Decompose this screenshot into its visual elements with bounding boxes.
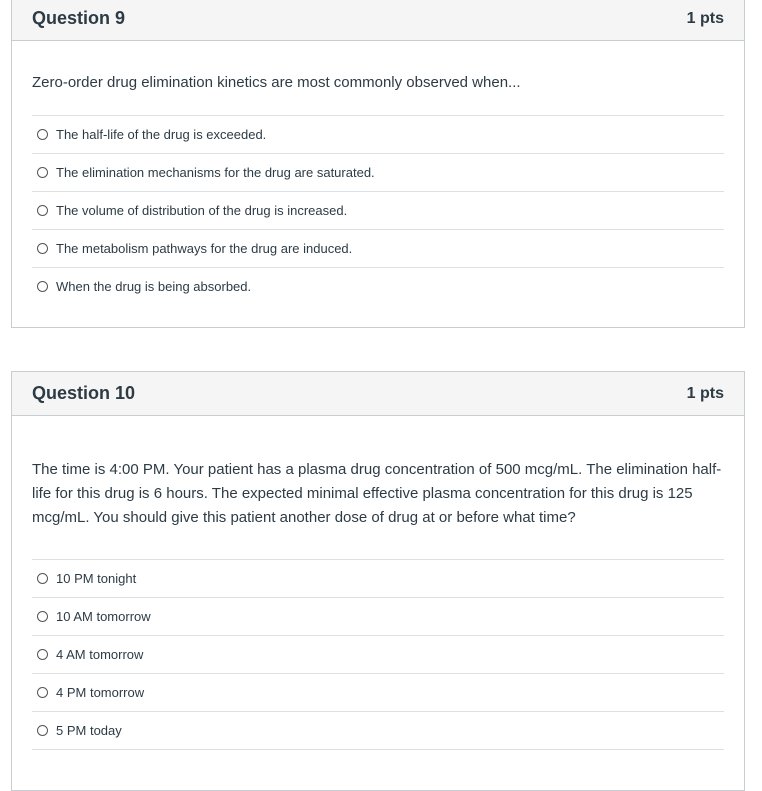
answer-label: The elimination mechanisms for the drug are saturated. xyxy=(56,165,375,180)
answer-label: 10 AM tomorrow xyxy=(56,609,151,624)
radio-button[interactable] xyxy=(37,129,48,140)
answer-list xyxy=(32,559,724,750)
answer-label: 10 PM tonight xyxy=(56,571,137,586)
radio-button[interactable] xyxy=(37,611,48,622)
question-title: Question 10 xyxy=(32,383,136,403)
question-title: Question 9 xyxy=(32,8,126,28)
radio-button[interactable] xyxy=(37,573,48,584)
answer-option[interactable] xyxy=(32,598,724,636)
answer-label: 5 PM today xyxy=(56,723,122,738)
question-card-9 xyxy=(11,0,745,328)
answer-label: When the drug is being absorbed. xyxy=(56,279,252,294)
answer-label: 4 AM tomorrow xyxy=(56,647,144,662)
answer-option[interactable] xyxy=(32,192,724,230)
answer-list xyxy=(32,115,724,305)
answer-option[interactable] xyxy=(32,154,724,192)
answer-option[interactable] xyxy=(32,116,724,154)
question-points: 1 pts xyxy=(686,384,724,402)
question-header xyxy=(12,372,744,416)
radio-button[interactable] xyxy=(37,205,48,216)
answer-label: The volume of distribution of the drug is increased. xyxy=(56,203,348,218)
question-body xyxy=(12,41,744,305)
flag-icon[interactable] xyxy=(0,12,4,20)
answer-label: The half-life of the drug is exceeded. xyxy=(56,127,267,142)
radio-button[interactable] xyxy=(37,725,48,736)
question-text: The time is 4:00 PM. Your patient has a plasma drug concentration of 500 mcg/mL. The elimination half-life for this drug is 6 hours. The expected minimal effective plasma concentration for this drug is 125 mcg/mL. You should give this patient another dose of drug at or before what time? xyxy=(32,461,722,526)
question-points: 1 pts xyxy=(686,9,724,27)
radio-button[interactable] xyxy=(37,167,48,178)
question-header xyxy=(12,0,744,41)
radio-button[interactable] xyxy=(37,281,48,292)
question-text: Zero-order drug elimination kinetics are most commonly observed when... xyxy=(32,74,521,91)
radio-button[interactable] xyxy=(37,687,48,698)
answer-option[interactable] xyxy=(32,636,724,674)
radio-button[interactable] xyxy=(37,649,48,660)
answer-option[interactable] xyxy=(32,712,724,750)
answer-option[interactable] xyxy=(32,268,724,305)
answer-option[interactable] xyxy=(32,560,724,598)
answer-label: The metabolism pathways for the drug are induced. xyxy=(56,241,353,256)
answer-label: 4 PM tomorrow xyxy=(56,685,145,700)
answer-option[interactable] xyxy=(32,674,724,712)
answer-option[interactable] xyxy=(32,230,724,268)
question-body xyxy=(12,416,744,750)
flag-icon[interactable] xyxy=(0,388,4,396)
radio-button[interactable] xyxy=(37,243,48,254)
question-card-10 xyxy=(11,371,745,791)
